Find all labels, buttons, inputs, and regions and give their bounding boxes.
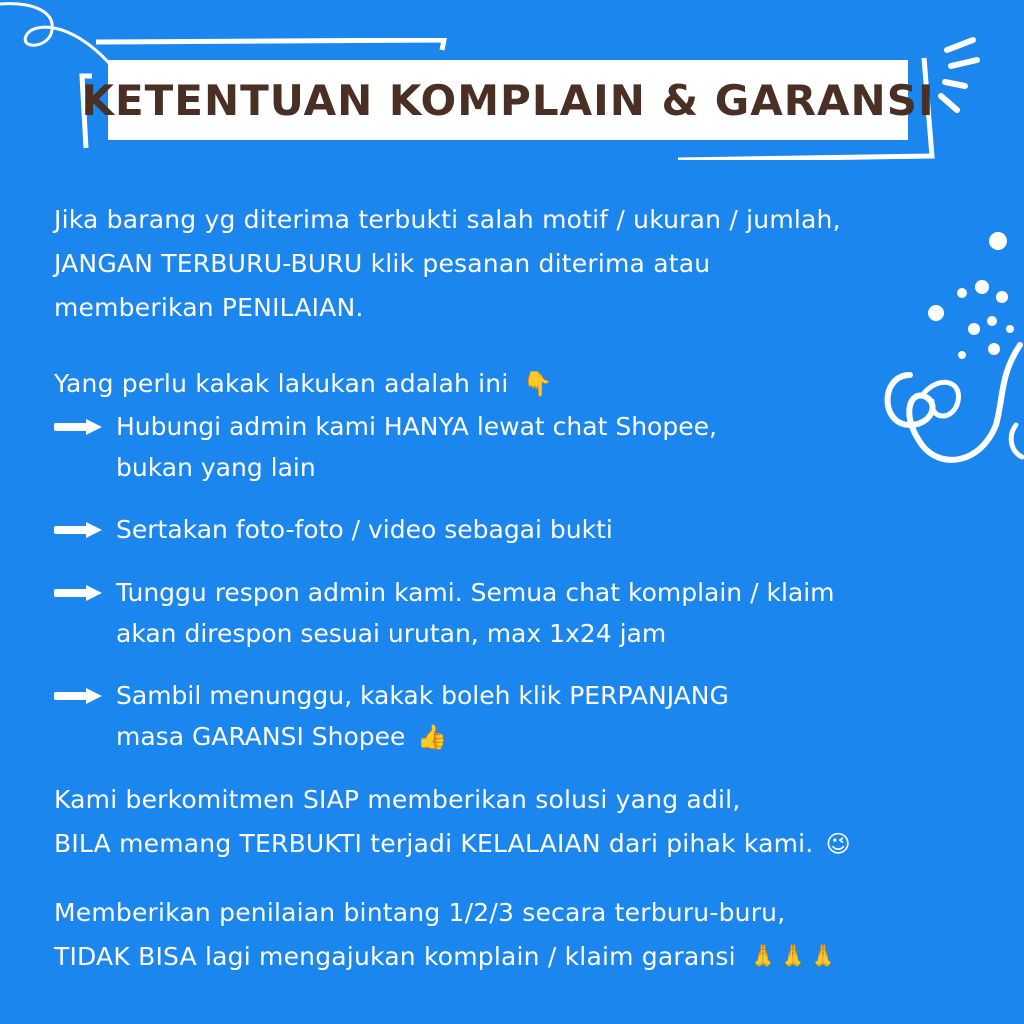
steps-heading-text: Yang perlu kakak lakukan adalah ini [54,369,509,398]
pointing-down-icon: 👇 [522,370,553,398]
warning-line-2: TIDAK BISA lagi mengajukan komplain / klaim garansi [54,942,736,971]
thumbs-up-icon: 👍 [417,723,448,751]
step-4-line-2: masa GARANSI Shopee [116,722,406,751]
step-item-4 [54,675,974,759]
step-1-line-2: bukan yang lain [116,453,316,482]
warning-paragraph [54,891,974,979]
intro-line-1: Jika barang yg diterima terbukti salah motif / ukuran / jumlah, [54,205,841,234]
warning-line-1: Memberikan penilaian bintang 1/2/3 secara terburu-buru, [54,898,786,927]
commitment-paragraph [54,778,974,866]
page-title: KETENTUAN KOMPLAIN & GARANSI [81,75,935,125]
right-arrow-icon [54,585,102,601]
commitment-line-2: BILA memang TERBUKTI terjadi KELALAIAN dari pihak kami. [54,829,814,858]
intro-line-3: memberikan PENILAIAN. [54,293,364,322]
intro-paragraph [54,198,974,330]
right-arrow-icon [54,419,102,435]
step-item-1 [54,406,974,490]
step-item-3 [54,572,974,656]
steps-heading [54,362,974,406]
praying-hands-icon: 🙏🙏🙏 [747,943,839,971]
title-box [81,60,935,140]
step-3-line-1: Tunggu respon admin kami. Semua chat komplain / klaim [116,578,835,607]
wink-face-icon: 😉 [825,830,851,858]
step-3-line-2: akan direspon sesuai urutan, max 1x24 jam [116,619,667,648]
step-2-line-1: Sertakan foto-foto / video sebagai bukti [116,515,613,544]
step-4-line-1: Sambil menunggu, kakak boleh klik PERPANJANG [116,681,729,710]
step-1-line-1: Hubungi admin kami HANYA lewat chat Shopee, [116,412,717,441]
right-arrow-icon [54,688,102,704]
title-banner [78,38,948,164]
step-item-2 [54,509,974,551]
intro-line-2: JANGAN TERBURU-BURU klik pesanan diterima atau [54,249,711,278]
commitment-line-1: Kami berkomitmen SIAP memberikan solusi yang adil, [54,785,741,814]
right-arrow-icon [54,522,102,538]
